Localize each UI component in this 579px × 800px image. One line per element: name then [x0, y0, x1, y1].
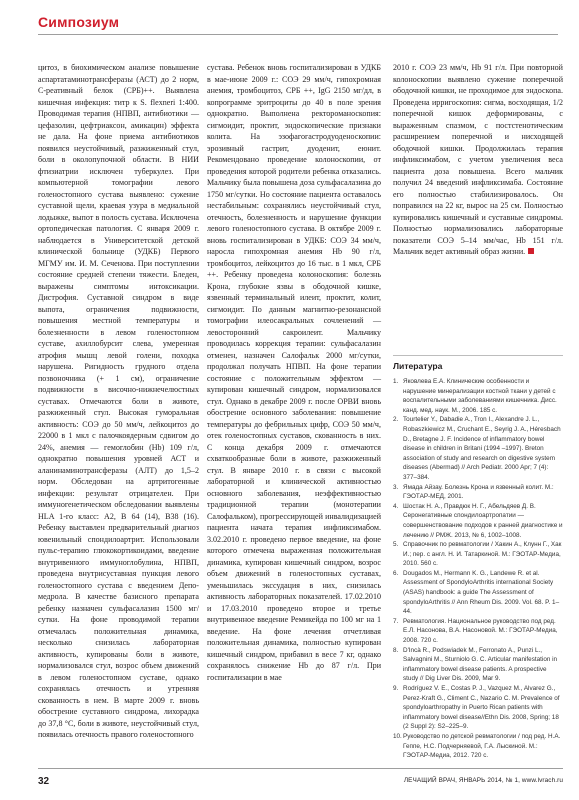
reference-number: 6. — [393, 569, 399, 577]
header-divider — [38, 34, 558, 35]
article-text-end: 2010 г. СОЭ 23 мм/ч, Hb 91 г/л. При повторной колоноскопии выявлено сужение поперечной ободочной кишки, не проходимое для эндоскопа. Проведена ирригоскопия: сигмa, восходящая, 1/2 поперечной кишок деформированы, с выраженным спазмом, с постстенотическим расширением поперечной и нисходящей ободочной кишки. Продолжилась терапия инфликсимабом, с учетом увеличения веса пациента доза повышена. Всего мальчик получил 24 введений инфликсимаба. Состояние его полностью стабилизировалось. Он поправился на 22 кг, вырос на 25 см. Полностью купировались кишечный и суставные синдромы. Полностью нормализовались лабораторные показатели СОЭ 5–14 мм/час, Hb 151 г/л. Мальчик ведет активный образ жизни. — [393, 63, 563, 256]
article-column-1 — [38, 62, 199, 741]
reference-item — [393, 569, 563, 617]
section-label: Симпозиум — [38, 14, 120, 30]
article-text: цитоз, в биохимическом анализе повышение аспартатаминотрансферазы (АСТ) до 2 норм, С-реативный белок (СРБ)++. Выявлена кишечная инфекция: титр к S. flexneri 1:400. Проводимая терапия (НПВП, антибиотики — цефазолин, цефтриаксон, амикацин) эффекта не дала. На фоне приема антибиотиков появился неустойчивый, разжиженный стул, боли в околопупочной области. В НИИ фтизиатрии исключен туберкулез. При компьютерной томографии левого голеностопного сустава выявлено: сужение суставной щели, краевая узура в медиальной лодыжке, выпот в полость сустава. Исключена ортопедическая патология. С января 2009 г. наблюдается в Университетской детской клинической больнице (УДКБ) Первого МГМУ им. И. М. Сеченова. При поступлении состояние средней степени тяжести. Бледен, выражены симптомы интоксикации. Дистрофия. Суставной синдром в виде выпота, ограничения подвижности, повышения местной температуры и болезненности в левом голеностопном суставе, ахиллобурсит слева, умеренная атрофия мышц левой голени, походка нарушена. Ригидность грудного отдела позвоночника (+ 1 см), ограничение подвижности в височно-нижнечелюстных суставах. Отмечаются боли в животе, разжиженный стул. Высокая гуморальная активность: СОЭ до 50 мм/ч, лейкоцитоз до 22000 в 1 мкл с палочкоядерным сдвигом до 24%, анемия — гемоглобин (Hb) 109 г/л, однократно повышения уровней АСТ и аланинаминотрансферазы (АЛТ) до 1,5–2 норм. Обследован на артритогенные инфекции: результат отрицателен. При иммуногенетическом обследовании выявлены HLA 1-го класс: A2, B 64 (14), B38 (16). Ребенку выставлен предварительный диагноз ювенильный спондилоартрит. Использовали пульс-терапию глюкокортикоидами, введение внутривенного иммуноглобулина, НПВП, проведена внутрисуставная пункция левого голеностопного сустава с введением Депо-медрола. В качестве базисного препарата ребенку назначен сульфасалазин 1500 мг/сутки. На фоне проводимой терапии отмечалась положительная динамика, несколько снизилась лабораторная активность, купированы боли в животе, нормализовался стул, возрос объем движений в левом голеностопном суставе, однако сохранялась отечность и утренняя скованность в нем. В марте 2009 г. вновь обострение суставного синдрома, лихорадка до 37,8 °С, боли в животе, неустойчивый стул, появилась отечность правого голеностопного — [38, 63, 199, 739]
reference-item — [393, 646, 563, 684]
journal-info: ЛЕЧАЩИЙ ВРАЧ, ЯНВАРЬ 2014, № 1, www.lvrach.ru — [403, 777, 563, 784]
reference-number: 10. — [393, 732, 402, 740]
reference-number: 9. — [393, 685, 399, 692]
reference-item — [393, 684, 563, 732]
reference-number: 7. — [393, 617, 399, 625]
reference-list — [393, 377, 563, 761]
reference-item — [393, 540, 563, 569]
page-footer — [38, 768, 563, 788]
reference-item — [393, 617, 563, 646]
reference-number: 4. — [393, 502, 399, 510]
reference-number: 5. — [393, 541, 399, 549]
literature-divider — [393, 355, 563, 356]
article-text — [393, 62, 563, 258]
reference-text: Tourtelier Y., Dabadie A., Tron I., Alexandre J. L., Robaszkiewicz M., Cruchant E., Seyrig J. A., Héresbach D., Bretagne J. F. Incidence of inflammatory bowel disease in children in Britani (1994 –1997). Breton association of study and research on digestive system diseases (Abermad) // Arch Pediatr. 2000 Apr; 7 (4): 377–384. — [403, 416, 561, 481]
reference-text: Яковлева Е.А. Клинические особенности и нарушение минерализации костной ткани у детей с воспалительными заболеваниями кишечника. Дисс. канд. мед. наук. М., 2006. 185 с. — [403, 378, 557, 414]
reference-text: Dougados M., Hermann K. G., Landewe R. et al. Assessment of SpondyloArthritis international Society (ASAS) handbook: a guide The Assessment of spondyloArthritis // Ann Rheum Dis. 2009. Vol. 68. P. 1–44. — [403, 569, 560, 616]
reference-item — [393, 415, 563, 482]
reference-number: 1. — [393, 378, 399, 385]
reference-item — [393, 377, 563, 415]
reference-item — [393, 732, 563, 761]
reference-text: D'Incà R., Podswiadek M., Ferronato A., Punzi L., Salvagnini M., Sturniolo G. C. Articular manifestation in inflammatory bowel disease patients. A prospective study // Dig Liver Dis. 2009, Mar 9. — [403, 646, 558, 683]
reference-text: Справочник по ревматологии / Хакин А., Клунн Г., Хак И.; пер. с англ. Н. И. Татаркиной. М.: ГЭОТАР-Медиа, 2010. 560 с. — [403, 541, 562, 568]
article-text: сустава. Ребенок вновь госпитализирован в УДКБ в мае-июне 2009 г.: СОЭ 29 мм/ч, гипохромная анемия, тромбоцитоз, СРБ ++, IgG 2150 мг/дл, в копрограмме эритроциты до 40 в поле зрения однократно. Выполнена ректороманоскопия: сигмоидит, проктит, эндоскопические признаки колита. На эзофагогастродуоденоскопии: эрозивный гастрит, дуоденит, еюнит. Рекомендовано проведение колоноскопии, от проведения которой родители ребенка отказались. Мальчику была повышена доза сульфасалазина до 1750 мг/сутки. Но состояние пациента оставалось нестабильным: сохранялись неустойчивый стул, отечность, болезненность и нарушение функции левого голеностопного сустава. В октябре 2009 г. вновь госпитализирован в УДКБ: СОЭ 34 мм/ч, наросла гипохромная анемия Hb 90 г/л, тромбоцитоз, лейкоцитоз до 16 тыс. в 1 мкл, СРБ ++. Ребенку проведена колоноскопия: болезнь Крона, глубокие язвы в ободочной кишке, язвенный терминальный илеит, проктит, колит, сигмоидит. По данным магнитно-резонансной томографии илеосакральных сочленений — левосторонний сакроилеит. Мальчику проводилась коррекция терапии: сульфасалазин отменен, назначен Салофальк 2000 мг/сутки, продолжал получать НПВП. На фоне терапии состояние с положительным эффектом — купирован кишечный синдром, нормализовался стул. Однако в декабре 2009 г. после ОРВИ вновь обострение основного заболевания: повышение температуры до фебрильных цифр, СОЭ 50 мм/ч, отек голеностопных суставов, скованность в них. С конца декабря 2009 г. отмечаются схваткообразные боли в животе, разжиженный стул. В январе 2010 г. в связи с высокой лабораторной и клинической активностью основного заболевания, неэффективностью традиционной терапии (монотерапии Салофальком), прогрессирующей инвалидизацией пациента начата терапия инфликсимабом. 3.02.2010 г. проведено первое введение, на фоне которого отмечена выраженная положительная динамика, купирован кишечный синдром, возрос объем движений в голеностопных суставах, уменьшилась экссудация в них, снизилась активность лабораторных показателей. 17.02.2010 и 17.03.2010 проведено второе и третье внутривенное введение Ремикейда по 100 мг на 1 введение. На фоне лечения отчетливая положительная динамика, полностью купирован кишечный синдром, прибавил в весе 7 кг, однако сохранялось снижение Hb до 87 г/л. При госпитализации в мае — [207, 63, 381, 682]
reference-text: Руководство по детской ревматологии / под ред. Н.А. Геппе, Н.С. Подчерняевой, Г.А. Лыскиной. М.: ГЭОТАР-Медиа, 2012. 720 с. — [403, 732, 561, 760]
page-header — [38, 12, 558, 40]
reference-text: Rodríguez V. E., Costas P. J., Vazquez M., Alvarez G., Perez-Kraft G., Climent C., Nazario C. M. Prevalence of spondyloarthropathy in Puerto Rican patients with inflammatory bowel disease//Ethn Dis. 2008, Spring; 18 (2 Suppl 2): S2–225–9. — [403, 685, 560, 731]
reference-number: 8. — [393, 646, 399, 654]
page-number: 32 — [38, 776, 50, 787]
end-of-article-mark — [528, 248, 534, 254]
reference-text: Шостак Н. А., Правдюк Н. Г., Абельдяев Д. В. Серонегативные спондилоартропатии — совершенствование подходов к ранней диагностике и лечению // РМЖ. 2013, № 6, 1002–1008. — [403, 502, 563, 539]
footer-divider — [38, 768, 563, 769]
reference-number: 2. — [393, 416, 399, 424]
reference-item — [393, 483, 563, 502]
reference-number: 3. — [393, 483, 399, 491]
reference-text: Ямада Айзау. Болезнь Крона и язвенный колит. М.: ГЭОТАР-МЕД, 2001. — [403, 483, 554, 501]
literature-heading: Литература — [393, 361, 443, 371]
reference-text: Ревматология. Национальное руководство под ред. Е.Л. Насонова, В.А. Насоновой. М.: ГЭОТАР-Медиа, 2008. 720 с. — [403, 617, 558, 645]
article-column-3 — [393, 62, 563, 258]
reference-item — [393, 502, 563, 540]
article-column-2 — [207, 62, 381, 683]
